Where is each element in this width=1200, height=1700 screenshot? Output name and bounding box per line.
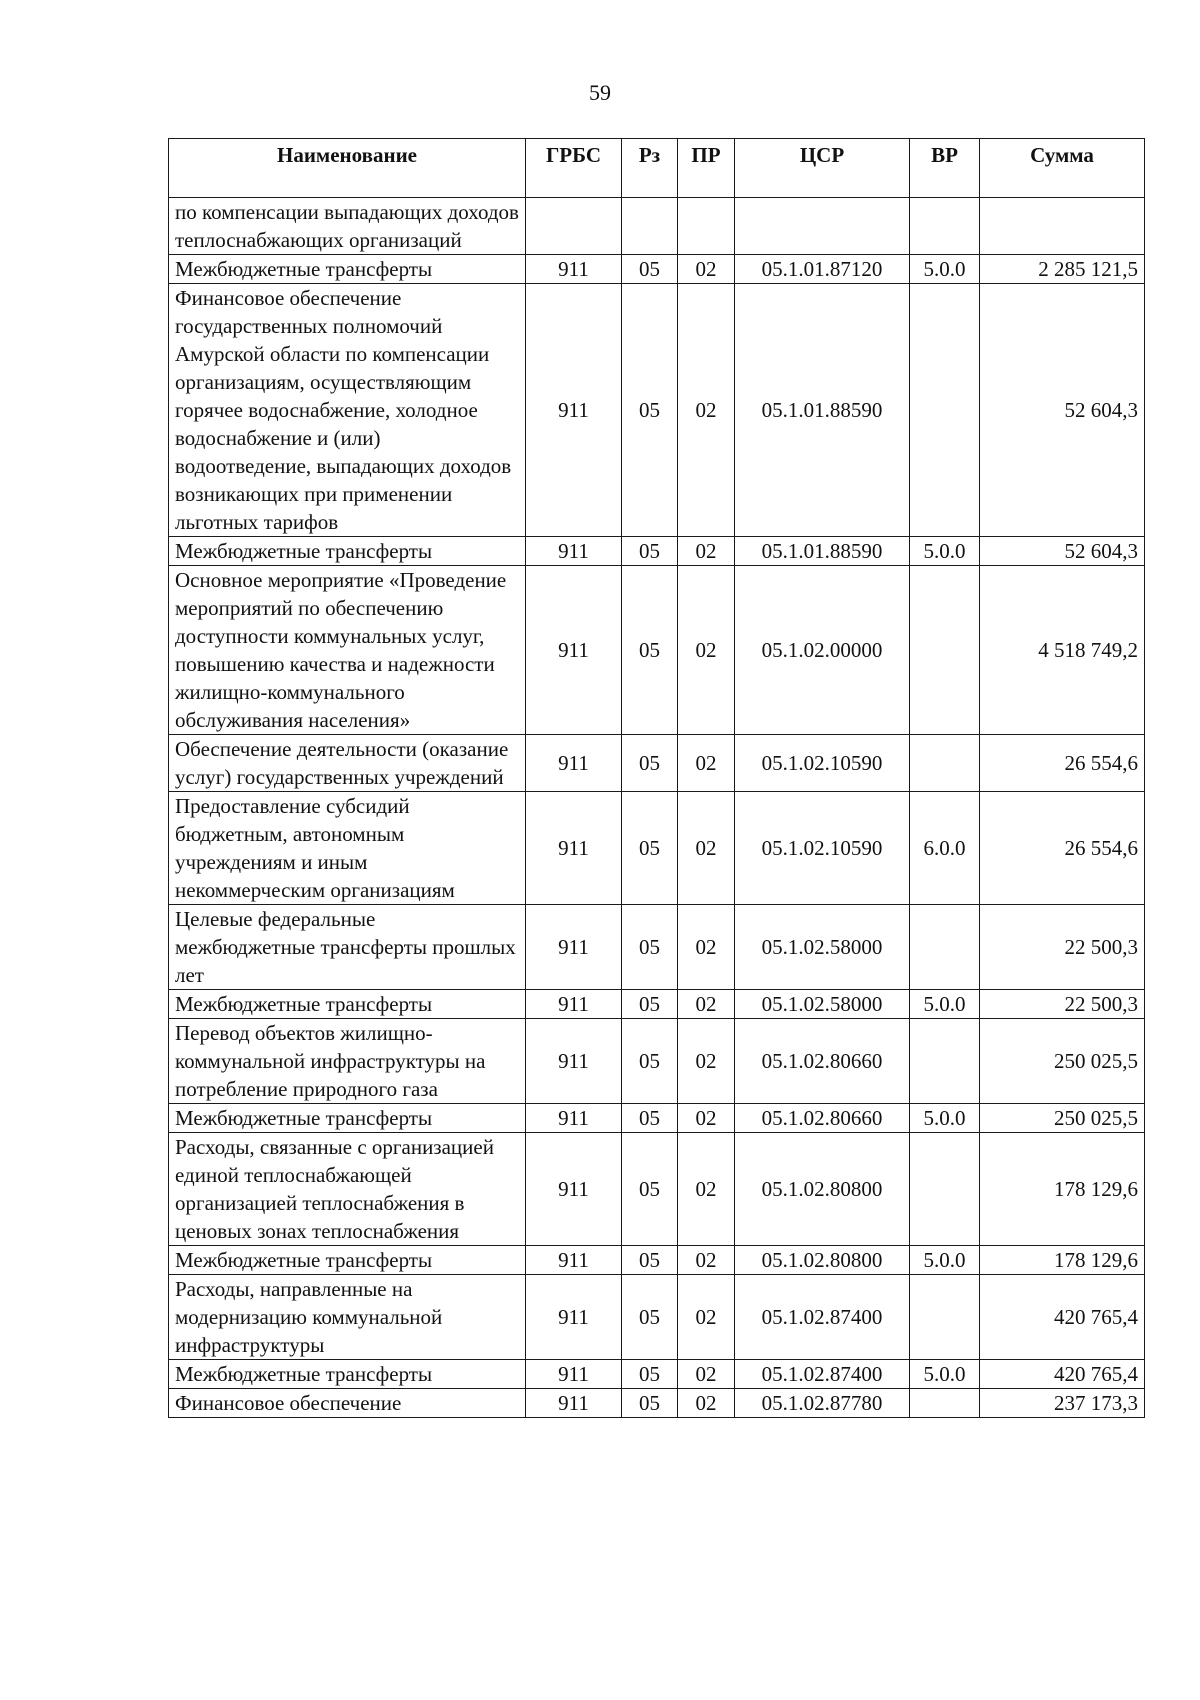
cell-rz: 05 [622,1104,678,1133]
cell-vr: 5.0.0 [910,1246,980,1275]
table-row [169,537,1145,566]
cell-sum: 52 604,3 [980,537,1145,566]
cell-grbs: 911 [526,1133,622,1246]
cell-name: Основное мероприятие «Проведение мероприятий по обеспечению доступности коммунальных услуг, повышению качества и надежности жилищно-коммунального обслуживания населения» [169,566,526,735]
table-body [169,198,1145,1418]
cell-pr: 02 [678,566,735,735]
cell-pr: 02 [678,1360,735,1389]
table-row [169,735,1145,792]
cell-rz: 05 [622,735,678,792]
cell-pr: 02 [678,1133,735,1246]
cell-rz: 05 [622,566,678,735]
cell-vr [910,284,980,537]
cell-pr: 02 [678,735,735,792]
cell-csr [735,198,910,255]
cell-name: Финансовое обеспечение государственных полномочий Амурской области по компенсации организациям, осуществляющим горячее водоснабжение, холодное водоснабжение и (или) водоотведение, выпадающих доходов возникающих при применении льготных тарифов [169,284,526,537]
table-row [169,905,1145,990]
cell-pr: 02 [678,284,735,537]
cell-name: Обеспечение деятельности (оказание услуг) государственных учреждений [169,735,526,792]
cell-sum: 178 129,6 [980,1246,1145,1275]
cell-name: Перевод объектов жилищно-коммунальной инфраструктуры на потребление природного газа [169,1019,526,1104]
cell-sum: 250 025,5 [980,1019,1145,1104]
cell-sum: 26 554,6 [980,792,1145,905]
cell-rz: 05 [622,792,678,905]
table-row [169,792,1145,905]
cell-vr: 5.0.0 [910,1360,980,1389]
cell-name: Расходы, связанные с организацией единой теплоснабжающей организацией теплоснабжения в ценовых зонах теплоснабжения [169,1133,526,1246]
cell-name: Межбюджетные трансферты [169,1360,526,1389]
header-csr: ЦСР [735,139,910,198]
table-row [169,255,1145,284]
cell-pr: 02 [678,1019,735,1104]
cell-csr: 05.1.01.88590 [735,537,910,566]
header-rz: Рз [622,139,678,198]
cell-pr: 02 [678,1246,735,1275]
cell-pr: 02 [678,255,735,284]
cell-rz: 05 [622,990,678,1019]
cell-name: Межбюджетные трансферты [169,537,526,566]
cell-rz: 05 [622,1246,678,1275]
cell-sum: 237 173,3 [980,1389,1145,1418]
table-row [169,1389,1145,1418]
cell-vr: 5.0.0 [910,537,980,566]
cell-grbs: 911 [526,792,622,905]
budget-table [168,138,1145,1418]
header-pr: ПР [678,139,735,198]
header-vr: ВР [910,139,980,198]
table-row [169,566,1145,735]
cell-vr: 5.0.0 [910,255,980,284]
cell-csr: 05.1.02.80800 [735,1246,910,1275]
cell-csr: 05.1.02.10590 [735,735,910,792]
cell-vr: 6.0.0 [910,792,980,905]
cell-sum: 4 518 749,2 [980,566,1145,735]
cell-csr: 05.1.02.58000 [735,905,910,990]
cell-grbs: 911 [526,1019,622,1104]
header-name: Наименование [169,139,526,198]
cell-rz: 05 [622,1389,678,1418]
cell-sum: 250 025,5 [980,1104,1145,1133]
cell-grbs: 911 [526,537,622,566]
cell-name: Предоставление субсидий бюджетным, автономным учреждениям и иным некоммерческим организациям [169,792,526,905]
cell-grbs [526,198,622,255]
table-row [169,1104,1145,1133]
cell-rz: 05 [622,1360,678,1389]
cell-name: Межбюджетные трансферты [169,1104,526,1133]
table-row [169,1246,1145,1275]
header-sum: Сумма [980,139,1145,198]
cell-vr [910,198,980,255]
cell-csr: 05.1.02.58000 [735,990,910,1019]
cell-csr: 05.1.02.87780 [735,1389,910,1418]
cell-sum: 420 765,4 [980,1360,1145,1389]
cell-pr: 02 [678,1104,735,1133]
cell-pr: 02 [678,905,735,990]
cell-name: Межбюджетные трансферты [169,1246,526,1275]
cell-rz: 05 [622,1275,678,1360]
cell-grbs: 911 [526,990,622,1019]
cell-name: Расходы, направленные на модернизацию коммунальной инфраструктуры [169,1275,526,1360]
cell-name: по компенсации выпадающих доходов теплоснабжающих организаций [169,198,526,255]
cell-grbs: 911 [526,1360,622,1389]
table-row [169,198,1145,255]
table-row [169,1275,1145,1360]
cell-vr [910,1019,980,1104]
cell-grbs: 911 [526,566,622,735]
cell-sum [980,198,1145,255]
cell-rz: 05 [622,1133,678,1246]
cell-sum: 22 500,3 [980,990,1145,1019]
cell-pr: 02 [678,792,735,905]
cell-sum: 22 500,3 [980,905,1145,990]
cell-sum: 178 129,6 [980,1133,1145,1246]
cell-csr: 05.1.02.10590 [735,792,910,905]
cell-pr: 02 [678,990,735,1019]
cell-pr: 02 [678,1275,735,1360]
header-grbs: ГРБС [526,139,622,198]
cell-rz: 05 [622,537,678,566]
cell-csr: 05.1.02.80800 [735,1133,910,1246]
cell-grbs: 911 [526,1104,622,1133]
cell-vr [910,566,980,735]
cell-rz: 05 [622,284,678,537]
cell-vr: 5.0.0 [910,1104,980,1133]
cell-vr: 5.0.0 [910,990,980,1019]
cell-rz: 05 [622,255,678,284]
cell-rz [622,198,678,255]
page-number: 59 [589,80,611,105]
cell-vr [910,905,980,990]
cell-grbs: 911 [526,735,622,792]
cell-csr: 05.1.02.00000 [735,566,910,735]
cell-rz: 05 [622,905,678,990]
cell-sum: 2 285 121,5 [980,255,1145,284]
table-row [169,284,1145,537]
cell-vr [910,1133,980,1246]
cell-vr [910,1389,980,1418]
table-row [169,1133,1145,1246]
cell-grbs: 911 [526,1275,622,1360]
cell-csr: 05.1.01.88590 [735,284,910,537]
cell-name: Финансовое обеспечение [169,1389,526,1418]
cell-rz: 05 [622,1019,678,1104]
cell-csr: 05.1.02.80660 [735,1104,910,1133]
cell-sum: 26 554,6 [980,735,1145,792]
cell-grbs: 911 [526,255,622,284]
cell-name: Межбюджетные трансферты [169,990,526,1019]
cell-name: Целевые федеральные межбюджетные трансферты прошлых лет [169,905,526,990]
table-row [169,1360,1145,1389]
cell-sum: 52 604,3 [980,284,1145,537]
cell-sum: 420 765,4 [980,1275,1145,1360]
table-row [169,1019,1145,1104]
cell-vr [910,1275,980,1360]
cell-pr: 02 [678,1389,735,1418]
cell-grbs: 911 [526,284,622,537]
cell-name: Межбюджетные трансферты [169,255,526,284]
cell-csr: 05.1.02.80660 [735,1019,910,1104]
cell-grbs: 911 [526,905,622,990]
cell-vr [910,735,980,792]
cell-csr: 05.1.02.87400 [735,1360,910,1389]
cell-grbs: 911 [526,1389,622,1418]
cell-pr: 02 [678,537,735,566]
cell-grbs: 911 [526,1246,622,1275]
cell-csr: 05.1.01.87120 [735,255,910,284]
cell-csr: 05.1.02.87400 [735,1275,910,1360]
table-row [169,990,1145,1019]
table-header-row [169,139,1145,198]
cell-pr [678,198,735,255]
